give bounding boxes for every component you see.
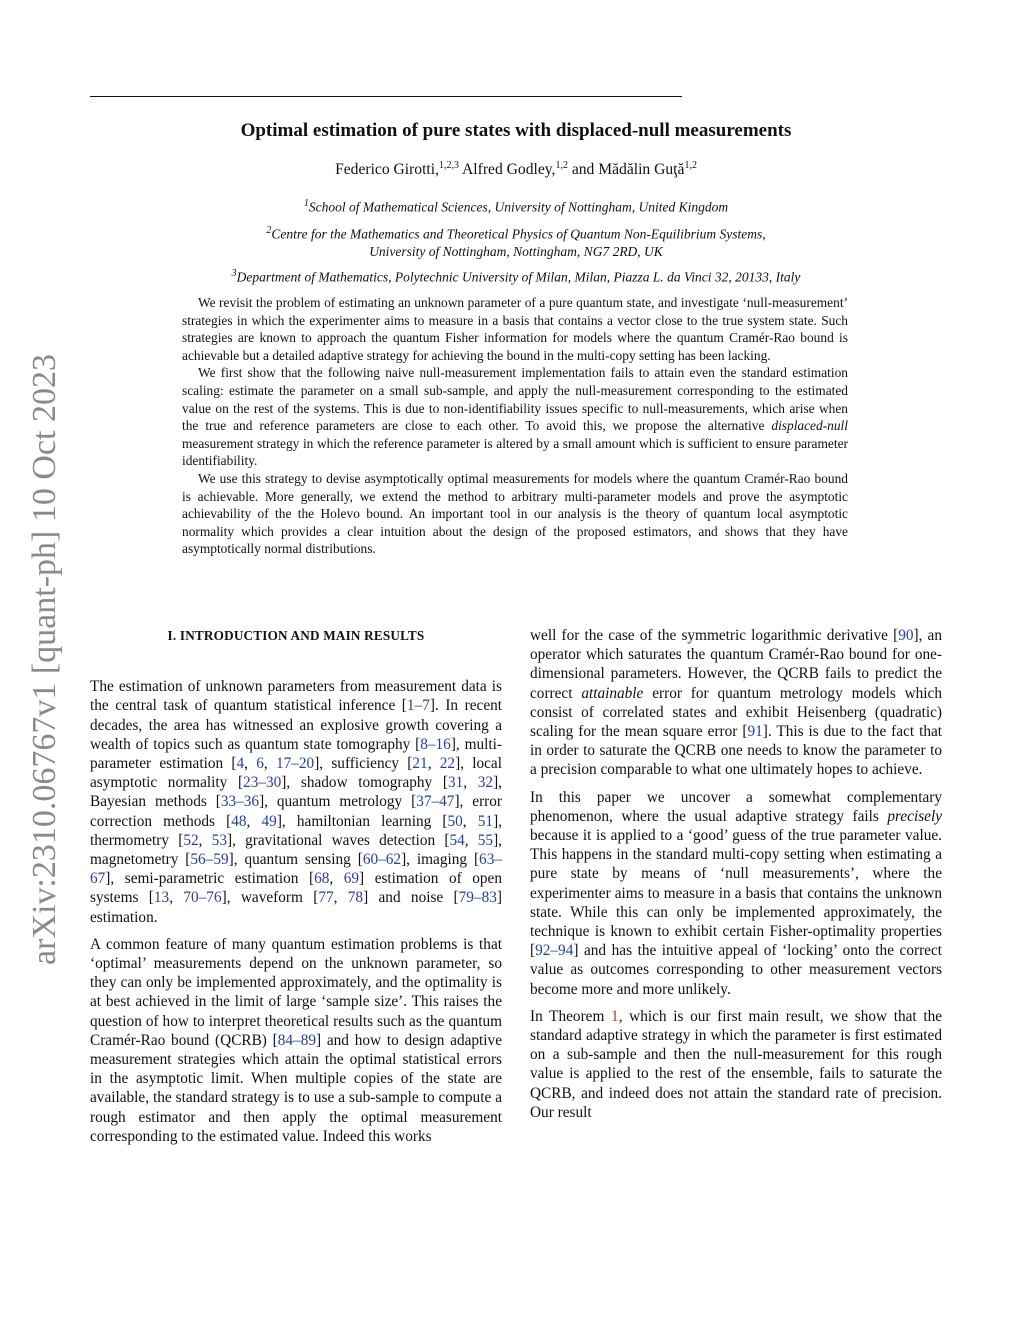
text-run: ] and noise [ [363, 889, 459, 907]
text-run: , [198, 831, 212, 849]
citation-link[interactable]: 68 [314, 870, 330, 888]
text-run: ], quantum metrology [ [259, 793, 417, 811]
citation-link[interactable]: 13 [153, 889, 170, 907]
citation-link[interactable]: 8–16 [420, 735, 451, 753]
header-rule [90, 96, 682, 97]
body-paragraph [530, 626, 942, 780]
emphasis-text: precisely [887, 807, 942, 825]
body-paragraph [530, 788, 942, 999]
author-girotti: Federico Girotti, [335, 161, 439, 179]
text-run: , which is our first main result, we show that the standard adaptive strategy in which the parameter is first estimated on a sub-sample and then the null-measurement for this rough value is applied to the rest of the ensemble, fails to saturate the QCRB, and indeed does not attain the standard rate of precision. Our result [530, 1007, 943, 1121]
citation-link[interactable]: 92–94 [535, 942, 574, 960]
affil-3-number: 3 [231, 268, 237, 279]
text-run: ], multi-parameter estimation [ [90, 735, 502, 773]
abstract-paragraph-2 [182, 364, 848, 470]
text-run: ], an operator which saturates the quantum Cramér-Rao bound for one-dimensional parameters. However, the QCRB fails to predict the correct [530, 627, 942, 702]
author-list [150, 160, 882, 179]
text-run: ], quantum sensing [ [228, 851, 363, 869]
citation-link[interactable]: 31 [447, 774, 464, 792]
text-run: ], shadow tomography [ [281, 774, 448, 792]
citation-link[interactable]: 23–30 [243, 774, 282, 792]
text-run: ]. In recent decades, the area has witnessed an explosive growth covering a wealth of topics such as quantum state tomography [ [90, 697, 503, 753]
citation-link[interactable]: 56–59 [190, 851, 229, 869]
text-run: , [263, 755, 276, 773]
text-run: ], gravitational waves detection [ [226, 831, 450, 849]
citation-link[interactable]: 32 [477, 774, 494, 792]
citation-link[interactable]: 78 [347, 889, 364, 907]
citation-link[interactable]: 1–7 [406, 697, 430, 715]
body-paragraph [90, 677, 502, 927]
citation-link[interactable]: 55 [477, 831, 494, 849]
citation-link[interactable]: 77 [318, 889, 334, 907]
left-column [90, 626, 502, 1154]
citation-link[interactable]: 52 [183, 831, 199, 849]
citation-link[interactable]: 33–36 [220, 793, 260, 811]
paper-title: Optimal estimation of pure states with displaced-null measurements [240, 120, 792, 141]
body-paragraph [530, 1007, 942, 1122]
body-paragraph [90, 935, 502, 1146]
text-run: ], sufficiency [ [314, 755, 413, 773]
citation-link[interactable]: 51 [477, 812, 494, 830]
text-run: The estimation of unknown parameters from measurement data is the central task of quantum statistical inference [ [90, 678, 502, 715]
text-run: , [463, 774, 478, 792]
citation-link[interactable]: 63–67 [90, 851, 502, 888]
theorem-link[interactable]: 1 [611, 1007, 619, 1025]
abstract-paragraph-3: We use this strategy to devise asymptotically optimal measurements for models where the quantum Cramér-Rao bound is achievable. More generally, we extend the method to arbitrary multi-parameter models and prove the asymptotic achievability of the the Holevo bound. An important tool in our analysis is the theory of quantum local asymptotic normality which provides a clear intuition about the design of the proposed estimators, and shows that they have asymptotically normal distributions. [182, 470, 848, 557]
right-column [530, 626, 942, 1130]
affil-2-text-b: University of Nottingham, Nottingham, NG7 2RD, UK [369, 243, 663, 259]
abstract-p2-text-b: measurement strategy in which the reference parameter is altered by a small amount which is sufficient to ensure parameter identifiability. [182, 435, 848, 469]
emphasis-text: attainable [581, 684, 644, 702]
citation-link[interactable]: 60–62 [362, 851, 402, 869]
text-run: , [169, 889, 184, 907]
section-heading: I. INTRODUCTION AND MAIN RESULTS [167, 628, 425, 643]
author-godley-affil: 1,2 [555, 160, 568, 171]
citation-link[interactable]: 48 [231, 812, 247, 830]
author-guta-affil: 1,2 [684, 160, 697, 171]
text-run: ] estimation. [90, 889, 503, 926]
text-run: , [333, 889, 348, 907]
text-run: because it is applied to a ‘good’ guess of the true parameter value. This happens in the standard multi-copy setting when estimating a pure state by means of ‘null measurements’, where the experimenter aims to measure in a basis that contains the unknown state. While this can only be implemented approximately, the technique is known to exhibit certain Fisher-optimality properties [ [530, 827, 942, 960]
author-girotti-affil: 1,2,3 [439, 160, 459, 171]
text-run: ] and how to design adaptive measurement strategies which attain the optimal statistical errors in the asymptotic limit. When multiple copies of the state are available, the standard strategy is to use a sub-sample to compute a rough estimator and then apply the optimal measurement corresponding to the estimated value. Indeed this works [90, 1031, 502, 1145]
affiliation-1 [150, 195, 882, 216]
text-run: ], Bayesian methods [ [90, 774, 502, 811]
text-run: , [329, 870, 344, 888]
citation-link[interactable]: 4 [236, 755, 245, 773]
text-run: , [462, 812, 478, 830]
arxiv-stamp[interactable]: arXiv:2310.06767v1 [quant-ph] 10 Oct 2023 [26, 354, 63, 965]
affiliation-3 [150, 265, 882, 286]
citation-link[interactable]: 37–47 [416, 793, 455, 811]
author-guta: and Mădălin Guţă [567, 161, 685, 179]
citation-link[interactable]: 79–83 [458, 889, 497, 907]
text-run: , [244, 755, 257, 773]
text-run: ], hamiltonian learning [ [276, 812, 448, 830]
citation-link[interactable]: 91 [747, 723, 763, 741]
affil-2-number: 2 [266, 225, 272, 236]
citation-link[interactable]: 70–76 [183, 889, 222, 907]
citation-link[interactable]: 90 [898, 627, 914, 644]
text-run: , [246, 812, 262, 830]
citation-link[interactable]: 54 [449, 831, 465, 849]
citation-link[interactable]: 84–89 [277, 1031, 317, 1049]
citation-link[interactable]: 21 [412, 755, 428, 773]
text-run: ] and has the intuitive appeal of ‘locking’ onto the correct value as outcomes corresponding to other measurement vectors become more and more unlikely. [530, 942, 942, 998]
text-run: ], thermometry [ [90, 812, 502, 849]
text-run: In Theorem [530, 1007, 612, 1025]
citation-link[interactable]: 53 [211, 831, 227, 849]
abstract-p2-text-a: We first show that the following naive null-measurement implementation fails to attain even the standard estimation scaling: estimate the parameter on a small sub-sample, and apply the null-measurement corresponding to the estimated value on the rest of the systems. This is due to non-identifiability issues specific to null-measurements, which arise when the true and reference parameters are close to each other. To avoid this, we propose the alternative [182, 365, 848, 434]
text-run: A common feature of many quantum estimation problems is that ‘optimal’ measurements depend on the unknown parameter, so they can only be implemented approximately, and the optimality is at best achieved in the limit of large ‘sample size’. This raises the question of how to interpret theoretical results such as the quantum Cramér-Rao bound (QCRB) [ [90, 935, 502, 1049]
text-run: ], magnetometry [ [90, 831, 502, 869]
text-run: ], imaging [ [401, 851, 480, 869]
text-run: In this paper we uncover a somewhat complementary phenomenon, where the usual adaptive strategy fails [530, 788, 942, 825]
affil-1-number: 1 [303, 198, 309, 209]
citation-link[interactable]: 69 [343, 870, 360, 888]
text-run: ], semi-parametric estimation [ [105, 870, 315, 888]
affil-2-text-a: Centre for the Mathematics and Theoretical Physics of Quantum Non-Equilibrium Systems, [271, 226, 766, 242]
citation-link[interactable]: 49 [261, 812, 277, 830]
citation-link[interactable]: 22 [439, 755, 456, 773]
text-run: , [464, 831, 478, 849]
text-run: ], error correction methods [ [90, 793, 502, 830]
text-run: ] estimation of open systems [ [90, 870, 502, 907]
affil-1-text: School of Mathematical Sciences, University of Nottingham, United Kingdom [308, 199, 729, 215]
affil-3-text: Department of Mathematics, Polytechnic University of Milan, Milan, Piazza L. da Vinci 32, 20133, Italy [236, 269, 801, 285]
author-godley: Alfred Godley, [459, 161, 556, 179]
text-run: ], local asymptotic normality [ [90, 755, 502, 792]
abstract [182, 294, 848, 558]
citation-link[interactable]: 50 [447, 812, 463, 830]
text-run: error for quantum metrology models which consist of correlated states and exhibit Heisenberg (quadratic) scaling for the mean square error [ [530, 684, 942, 741]
affiliation-2 [150, 222, 882, 260]
abstract-paragraph-1: We revisit the problem of estimating an unknown parameter of a pure quantum state, and investigate ‘null-measurement’ strategies in which the experimenter aims to measure in a basis that contains a vector close to the true system state. Such strategies are known to approach the quantum Fisher information for models where the quantum Cramér-Rao bound is achievable but a detailed adaptive strategy for achieving the bound in the multi-copy setting has been lacking. [182, 295, 848, 363]
text-run: , [427, 755, 440, 773]
text-run: ]. This is due to the fact that in order to saturate the QCRB one needs to know the parameter to a precision comparable to what one ultimately hopes to achieve. [530, 723, 943, 779]
citation-link[interactable]: 6 [256, 755, 264, 773]
text-run: ], waveform [ [221, 889, 319, 907]
abstract-p2-emphasis: displaced-null [771, 418, 848, 434]
text-run: well for the case of the symmetric logarithmic derivative [ [530, 627, 899, 644]
citation-link[interactable]: 17–20 [275, 755, 315, 773]
